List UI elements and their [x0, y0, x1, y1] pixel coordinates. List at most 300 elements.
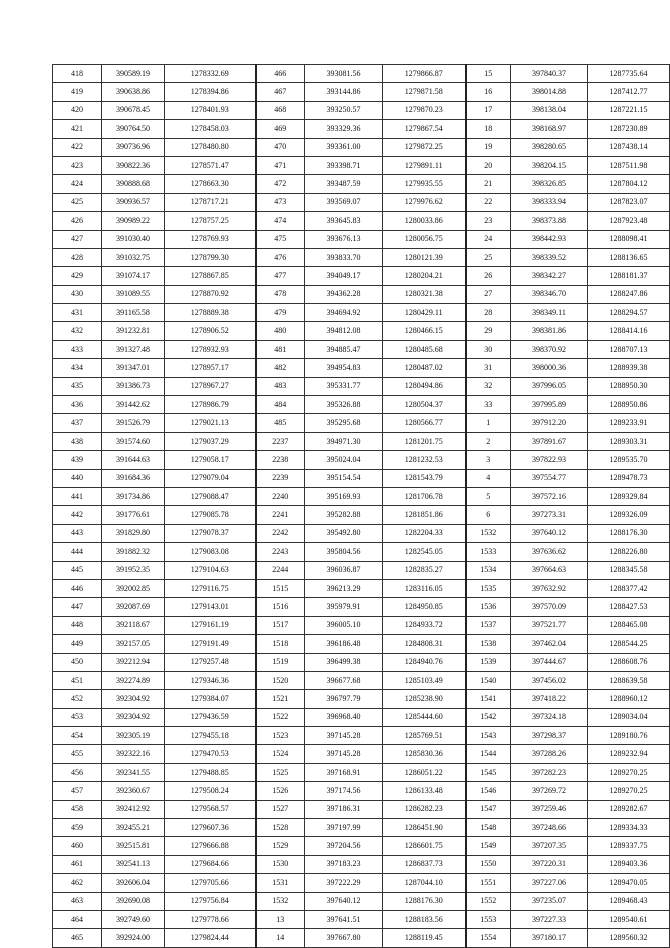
- x-coordinate-cell: 398333.94: [511, 193, 588, 211]
- point-id-cell: 2243: [256, 543, 305, 561]
- table-row: [53, 193, 670, 211]
- point-id-cell: 440: [53, 469, 102, 487]
- y-coordinate-cell: 1279684.66: [165, 855, 256, 873]
- x-coordinate-cell: 391089.55: [102, 285, 165, 303]
- point-id-cell: 1517: [256, 616, 305, 634]
- point-id-cell: 18: [466, 120, 511, 138]
- y-coordinate-cell: 1278717.21: [165, 193, 256, 211]
- y-coordinate-cell: 1280056.75: [383, 230, 466, 248]
- x-coordinate-cell: 392305.19: [102, 727, 165, 745]
- x-coordinate-cell: 393398.71: [305, 156, 383, 174]
- y-coordinate-cell: 1284933.72: [383, 616, 466, 634]
- x-coordinate-cell: 398442.93: [511, 230, 588, 248]
- x-coordinate-cell: 397632.92: [511, 579, 588, 597]
- y-coordinate-cell: 1281201.75: [383, 432, 466, 450]
- table-row: [53, 690, 670, 708]
- y-coordinate-cell: 1286282.23: [383, 800, 466, 818]
- y-coordinate-cell: 1288608.76: [588, 653, 670, 671]
- table-row: [53, 83, 670, 101]
- x-coordinate-cell: 397235.07: [511, 892, 588, 910]
- point-id-cell: 477: [256, 267, 305, 285]
- x-coordinate-cell: 397204.56: [305, 837, 383, 855]
- y-coordinate-cell: 1279935.55: [383, 175, 466, 193]
- point-id-cell: 1541: [466, 690, 511, 708]
- point-id-cell: 468: [256, 101, 305, 119]
- point-id-cell: 2241: [256, 506, 305, 524]
- table-row: [53, 340, 670, 358]
- y-coordinate-cell: 1279191.49: [165, 635, 256, 653]
- y-coordinate-cell: 1279161.19: [165, 616, 256, 634]
- table-row: [53, 322, 670, 340]
- point-id-cell: 27: [466, 285, 511, 303]
- point-id-cell: 454: [53, 727, 102, 745]
- x-coordinate-cell: 397444.67: [511, 653, 588, 671]
- point-id-cell: 22: [466, 193, 511, 211]
- y-coordinate-cell: 1279078.37: [165, 524, 256, 542]
- y-coordinate-cell: 1278906.52: [165, 322, 256, 340]
- point-id-cell: 21: [466, 175, 511, 193]
- y-coordinate-cell: 1278799.30: [165, 248, 256, 266]
- y-coordinate-cell: 1286133.48: [383, 782, 466, 800]
- x-coordinate-cell: 391882.32: [102, 543, 165, 561]
- y-coordinate-cell: 1288247.86: [588, 285, 670, 303]
- y-coordinate-cell: 1279871.58: [383, 83, 466, 101]
- point-id-cell: 1522: [256, 708, 305, 726]
- y-coordinate-cell: 1289180.76: [588, 727, 670, 745]
- point-id-cell: 1543: [466, 727, 511, 745]
- table-row: [53, 653, 670, 671]
- y-coordinate-cell: 1279666.88: [165, 837, 256, 855]
- point-id-cell: 449: [53, 635, 102, 653]
- x-coordinate-cell: 397891.67: [511, 432, 588, 450]
- y-coordinate-cell: 1288176.30: [383, 892, 466, 910]
- point-id-cell: 445: [53, 561, 102, 579]
- point-id-cell: 430: [53, 285, 102, 303]
- y-coordinate-cell: 1289334.33: [588, 819, 670, 837]
- point-id-cell: 25: [466, 248, 511, 266]
- y-coordinate-cell: 1286601.75: [383, 837, 466, 855]
- y-coordinate-cell: 1285769.51: [383, 727, 466, 745]
- y-coordinate-cell: 1283116.05: [383, 579, 466, 597]
- x-coordinate-cell: 392322.16: [102, 745, 165, 763]
- y-coordinate-cell: 1278932.93: [165, 340, 256, 358]
- y-coordinate-cell: 1287438.14: [588, 138, 670, 156]
- y-coordinate-cell: 1279870.23: [383, 101, 466, 119]
- y-coordinate-cell: 1279508.24: [165, 782, 256, 800]
- x-coordinate-cell: 397145.28: [305, 727, 383, 745]
- table-row: [53, 635, 670, 653]
- y-coordinate-cell: 1280504.37: [383, 396, 466, 414]
- point-id-cell: 482: [256, 359, 305, 377]
- x-coordinate-cell: 395979.91: [305, 598, 383, 616]
- y-coordinate-cell: 1280466.15: [383, 322, 466, 340]
- point-id-cell: 1539: [466, 653, 511, 671]
- x-coordinate-cell: 390822.36: [102, 156, 165, 174]
- point-id-cell: 2238: [256, 451, 305, 469]
- point-id-cell: 441: [53, 487, 102, 505]
- x-coordinate-cell: 390736.96: [102, 138, 165, 156]
- y-coordinate-cell: 1288950.30: [588, 377, 670, 395]
- point-id-cell: 1531: [256, 874, 305, 892]
- table-row: [53, 156, 670, 174]
- point-id-cell: 464: [53, 910, 102, 928]
- table-row: [53, 671, 670, 689]
- x-coordinate-cell: 395282.88: [305, 506, 383, 524]
- point-id-cell: 14: [256, 929, 305, 947]
- x-coordinate-cell: 390764.50: [102, 120, 165, 138]
- y-coordinate-cell: 1288465.08: [588, 616, 670, 634]
- point-id-cell: 448: [53, 616, 102, 634]
- y-coordinate-cell: 1285103.49: [383, 671, 466, 689]
- x-coordinate-cell: 390589.19: [102, 65, 165, 83]
- point-id-cell: 470: [256, 138, 305, 156]
- table-row: [53, 396, 670, 414]
- x-coordinate-cell: 391030.40: [102, 230, 165, 248]
- table-row: [53, 616, 670, 634]
- x-coordinate-cell: 392087.69: [102, 598, 165, 616]
- point-id-cell: 15: [466, 65, 511, 83]
- x-coordinate-cell: 396213.29: [305, 579, 383, 597]
- y-coordinate-cell: 1287412.77: [588, 83, 670, 101]
- x-coordinate-cell: 392118.67: [102, 616, 165, 634]
- y-coordinate-cell: 1279568.57: [165, 800, 256, 818]
- x-coordinate-cell: 392274.89: [102, 671, 165, 689]
- y-coordinate-cell: 1278889.38: [165, 304, 256, 322]
- x-coordinate-cell: 397521.77: [511, 616, 588, 634]
- table-row: [53, 120, 670, 138]
- y-coordinate-cell: 1288639.58: [588, 671, 670, 689]
- point-id-cell: 16: [466, 83, 511, 101]
- y-coordinate-cell: 1289329.84: [588, 487, 670, 505]
- table-row: [53, 837, 670, 855]
- point-id-cell: 1538: [466, 635, 511, 653]
- point-id-cell: 2: [466, 432, 511, 450]
- point-id-cell: 434: [53, 359, 102, 377]
- y-coordinate-cell: 1278480.80: [165, 138, 256, 156]
- x-coordinate-cell: 397145.28: [305, 745, 383, 763]
- y-coordinate-cell: 1281543.79: [383, 469, 466, 487]
- table-row: [53, 708, 670, 726]
- point-id-cell: 19: [466, 138, 511, 156]
- x-coordinate-cell: 392304.92: [102, 690, 165, 708]
- point-id-cell: 3: [466, 451, 511, 469]
- x-coordinate-cell: 397273.31: [511, 506, 588, 524]
- x-coordinate-cell: 397168.91: [305, 763, 383, 781]
- point-id-cell: 444: [53, 543, 102, 561]
- x-coordinate-cell: 391165.58: [102, 304, 165, 322]
- y-coordinate-cell: 1288294.57: [588, 304, 670, 322]
- table-row: [53, 267, 670, 285]
- y-coordinate-cell: 1289403.36: [588, 855, 670, 873]
- y-coordinate-cell: 1288544.25: [588, 635, 670, 653]
- point-id-cell: 1: [466, 414, 511, 432]
- point-id-cell: 459: [53, 819, 102, 837]
- y-coordinate-cell: 1279384.07: [165, 690, 256, 708]
- table-row: [53, 800, 670, 818]
- point-id-cell: 425: [53, 193, 102, 211]
- x-coordinate-cell: 395295.68: [305, 414, 383, 432]
- point-id-cell: 451: [53, 671, 102, 689]
- y-coordinate-cell: 1279037.29: [165, 432, 256, 450]
- x-coordinate-cell: 397220.31: [511, 855, 588, 873]
- point-id-cell: 1548: [466, 819, 511, 837]
- x-coordinate-cell: 393645.83: [305, 212, 383, 230]
- y-coordinate-cell: 1279021.13: [165, 414, 256, 432]
- y-coordinate-cell: 1288176.30: [588, 524, 670, 542]
- y-coordinate-cell: 1279085.78: [165, 506, 256, 524]
- point-id-cell: 431: [53, 304, 102, 322]
- x-coordinate-cell: 394694.92: [305, 304, 383, 322]
- point-id-cell: 1525: [256, 763, 305, 781]
- point-id-cell: 467: [256, 83, 305, 101]
- point-id-cell: 428: [53, 248, 102, 266]
- y-coordinate-cell: 1279455.18: [165, 727, 256, 745]
- point-id-cell: 452: [53, 690, 102, 708]
- x-coordinate-cell: 397288.26: [511, 745, 588, 763]
- y-coordinate-cell: 1280487.02: [383, 359, 466, 377]
- y-coordinate-cell: 1288960.12: [588, 690, 670, 708]
- y-coordinate-cell: 1288950.86: [588, 396, 670, 414]
- point-id-cell: 20: [466, 156, 511, 174]
- y-coordinate-cell: 1284950.85: [383, 598, 466, 616]
- x-coordinate-cell: 397640.12: [305, 892, 383, 910]
- y-coordinate-cell: 1288707.13: [588, 340, 670, 358]
- y-coordinate-cell: 1278986.79: [165, 396, 256, 414]
- x-coordinate-cell: 397248.66: [511, 819, 588, 837]
- table-row: [53, 359, 670, 377]
- x-coordinate-cell: 392412.92: [102, 800, 165, 818]
- table-row: [53, 138, 670, 156]
- x-coordinate-cell: 397636.62: [511, 543, 588, 561]
- y-coordinate-cell: 1287511.98: [588, 156, 670, 174]
- point-id-cell: 1546: [466, 782, 511, 800]
- point-id-cell: 1526: [256, 782, 305, 800]
- y-coordinate-cell: 1279083.08: [165, 543, 256, 561]
- x-coordinate-cell: 393569.07: [305, 193, 383, 211]
- table-body: [53, 65, 670, 948]
- point-id-cell: 475: [256, 230, 305, 248]
- point-id-cell: 26: [466, 267, 511, 285]
- x-coordinate-cell: 397227.06: [511, 874, 588, 892]
- table-row: [53, 230, 670, 248]
- point-id-cell: 436: [53, 396, 102, 414]
- y-coordinate-cell: 1287221.15: [588, 101, 670, 119]
- y-coordinate-cell: 1289282.67: [588, 800, 670, 818]
- y-coordinate-cell: 1279488.85: [165, 763, 256, 781]
- x-coordinate-cell: 394362.28: [305, 285, 383, 303]
- point-id-cell: 1553: [466, 910, 511, 928]
- x-coordinate-cell: 392455.21: [102, 819, 165, 837]
- x-coordinate-cell: 391526.79: [102, 414, 165, 432]
- y-coordinate-cell: 1279756.84: [165, 892, 256, 910]
- y-coordinate-cell: 1282835.27: [383, 561, 466, 579]
- x-coordinate-cell: 397174.56: [305, 782, 383, 800]
- x-coordinate-cell: 397197.99: [305, 819, 383, 837]
- y-coordinate-cell: 1288181.37: [588, 267, 670, 285]
- point-id-cell: 458: [53, 800, 102, 818]
- y-coordinate-cell: 1280121.39: [383, 248, 466, 266]
- x-coordinate-cell: 392157.05: [102, 635, 165, 653]
- point-id-cell: 463: [53, 892, 102, 910]
- x-coordinate-cell: 397822.93: [511, 451, 588, 469]
- x-coordinate-cell: 398168.97: [511, 120, 588, 138]
- x-coordinate-cell: 393833.70: [305, 248, 383, 266]
- x-coordinate-cell: 391327.48: [102, 340, 165, 358]
- y-coordinate-cell: 1289233.91: [588, 414, 670, 432]
- x-coordinate-cell: 391442.62: [102, 396, 165, 414]
- y-coordinate-cell: 1279872.25: [383, 138, 466, 156]
- y-coordinate-cell: 1281851.86: [383, 506, 466, 524]
- y-coordinate-cell: 1284808.31: [383, 635, 466, 653]
- y-coordinate-cell: 1279058.17: [165, 451, 256, 469]
- table-row: [53, 819, 670, 837]
- x-coordinate-cell: 391684.36: [102, 469, 165, 487]
- x-coordinate-cell: 396968.40: [305, 708, 383, 726]
- point-id-cell: 32: [466, 377, 511, 395]
- x-coordinate-cell: 397996.05: [511, 377, 588, 395]
- x-coordinate-cell: 397324.18: [511, 708, 588, 726]
- x-coordinate-cell: 390678.45: [102, 101, 165, 119]
- point-id-cell: 479: [256, 304, 305, 322]
- point-id-cell: 442: [53, 506, 102, 524]
- x-coordinate-cell: 396797.79: [305, 690, 383, 708]
- x-coordinate-cell: 397418.22: [511, 690, 588, 708]
- x-coordinate-cell: 393250.57: [305, 101, 383, 119]
- y-coordinate-cell: 1284940.76: [383, 653, 466, 671]
- y-coordinate-cell: 1279867.54: [383, 120, 466, 138]
- x-coordinate-cell: 397456.02: [511, 671, 588, 689]
- table-row: [53, 175, 670, 193]
- x-coordinate-cell: 390638.86: [102, 83, 165, 101]
- y-coordinate-cell: 1289540.61: [588, 910, 670, 928]
- point-id-cell: 33: [466, 396, 511, 414]
- point-id-cell: 446: [53, 579, 102, 597]
- table-row: [53, 414, 670, 432]
- point-id-cell: 6: [466, 506, 511, 524]
- point-id-cell: 28: [466, 304, 511, 322]
- table-row: [53, 745, 670, 763]
- y-coordinate-cell: 1285444.60: [383, 708, 466, 726]
- y-coordinate-cell: 1280033.86: [383, 212, 466, 230]
- y-coordinate-cell: 1289337.75: [588, 837, 670, 855]
- x-coordinate-cell: 396677.68: [305, 671, 383, 689]
- table-row: [53, 304, 670, 322]
- table-row: [53, 248, 670, 266]
- y-coordinate-cell: 1288939.38: [588, 359, 670, 377]
- x-coordinate-cell: 397840.37: [511, 65, 588, 83]
- y-coordinate-cell: 1289270.25: [588, 763, 670, 781]
- point-id-cell: 474: [256, 212, 305, 230]
- point-id-cell: 2239: [256, 469, 305, 487]
- point-id-cell: 1537: [466, 616, 511, 634]
- y-coordinate-cell: 1287735.64: [588, 65, 670, 83]
- point-id-cell: 17: [466, 101, 511, 119]
- table-row: [53, 763, 670, 781]
- x-coordinate-cell: 391232.81: [102, 322, 165, 340]
- y-coordinate-cell: 1281232.53: [383, 451, 466, 469]
- point-id-cell: 450: [53, 653, 102, 671]
- point-id-cell: 1544: [466, 745, 511, 763]
- point-id-cell: 439: [53, 451, 102, 469]
- point-id-cell: 429: [53, 267, 102, 285]
- y-coordinate-cell: 1279346.36: [165, 671, 256, 689]
- x-coordinate-cell: 392690.08: [102, 892, 165, 910]
- y-coordinate-cell: 1288427.53: [588, 598, 670, 616]
- point-id-cell: 447: [53, 598, 102, 616]
- point-id-cell: 424: [53, 175, 102, 193]
- y-coordinate-cell: 1287230.89: [588, 120, 670, 138]
- y-coordinate-cell: 1279866.87: [383, 65, 466, 83]
- y-coordinate-cell: 1279257.48: [165, 653, 256, 671]
- x-coordinate-cell: 398014.88: [511, 83, 588, 101]
- y-coordinate-cell: 1279079.04: [165, 469, 256, 487]
- point-id-cell: 433: [53, 340, 102, 358]
- x-coordinate-cell: 395024.04: [305, 451, 383, 469]
- point-id-cell: 1532: [466, 524, 511, 542]
- point-id-cell: 1524: [256, 745, 305, 763]
- y-coordinate-cell: 1279104.63: [165, 561, 256, 579]
- point-id-cell: 13: [256, 910, 305, 928]
- y-coordinate-cell: 1281706.78: [383, 487, 466, 505]
- point-id-cell: 2242: [256, 524, 305, 542]
- x-coordinate-cell: 397664.63: [511, 561, 588, 579]
- point-id-cell: 4: [466, 469, 511, 487]
- point-id-cell: 476: [256, 248, 305, 266]
- table-row: [53, 65, 670, 83]
- point-id-cell: 485: [256, 414, 305, 432]
- x-coordinate-cell: 391734.86: [102, 487, 165, 505]
- x-coordinate-cell: 393081.56: [305, 65, 383, 83]
- table-row: [53, 451, 670, 469]
- x-coordinate-cell: 393487.59: [305, 175, 383, 193]
- x-coordinate-cell: 397222.29: [305, 874, 383, 892]
- point-id-cell: 2240: [256, 487, 305, 505]
- y-coordinate-cell: 1280321.38: [383, 285, 466, 303]
- table-row: [53, 855, 670, 873]
- y-coordinate-cell: 1280566.77: [383, 414, 466, 432]
- y-coordinate-cell: 1279891.11: [383, 156, 466, 174]
- table-row: [53, 377, 670, 395]
- point-id-cell: 5: [466, 487, 511, 505]
- table-row: [53, 432, 670, 450]
- x-coordinate-cell: 398339.52: [511, 248, 588, 266]
- x-coordinate-cell: 395331.77: [305, 377, 383, 395]
- x-coordinate-cell: 391386.73: [102, 377, 165, 395]
- point-id-cell: 472: [256, 175, 305, 193]
- y-coordinate-cell: 1280494.86: [383, 377, 466, 395]
- y-coordinate-cell: 1278967.27: [165, 377, 256, 395]
- y-coordinate-cell: 1279470.53: [165, 745, 256, 763]
- y-coordinate-cell: 1279705.66: [165, 874, 256, 892]
- x-coordinate-cell: 391644.63: [102, 451, 165, 469]
- table-row: [53, 727, 670, 745]
- y-coordinate-cell: 1288414.16: [588, 322, 670, 340]
- y-coordinate-cell: 1289034.04: [588, 708, 670, 726]
- x-coordinate-cell: 392541.13: [102, 855, 165, 873]
- point-id-cell: 1516: [256, 598, 305, 616]
- point-id-cell: 1520: [256, 671, 305, 689]
- point-id-cell: 1552: [466, 892, 511, 910]
- point-id-cell: 469: [256, 120, 305, 138]
- point-id-cell: 426: [53, 212, 102, 230]
- x-coordinate-cell: 391574.60: [102, 432, 165, 450]
- y-coordinate-cell: 1278957.17: [165, 359, 256, 377]
- x-coordinate-cell: 392212.94: [102, 653, 165, 671]
- table-row: [53, 561, 670, 579]
- x-coordinate-cell: 398280.65: [511, 138, 588, 156]
- x-coordinate-cell: 391776.61: [102, 506, 165, 524]
- point-id-cell: 2244: [256, 561, 305, 579]
